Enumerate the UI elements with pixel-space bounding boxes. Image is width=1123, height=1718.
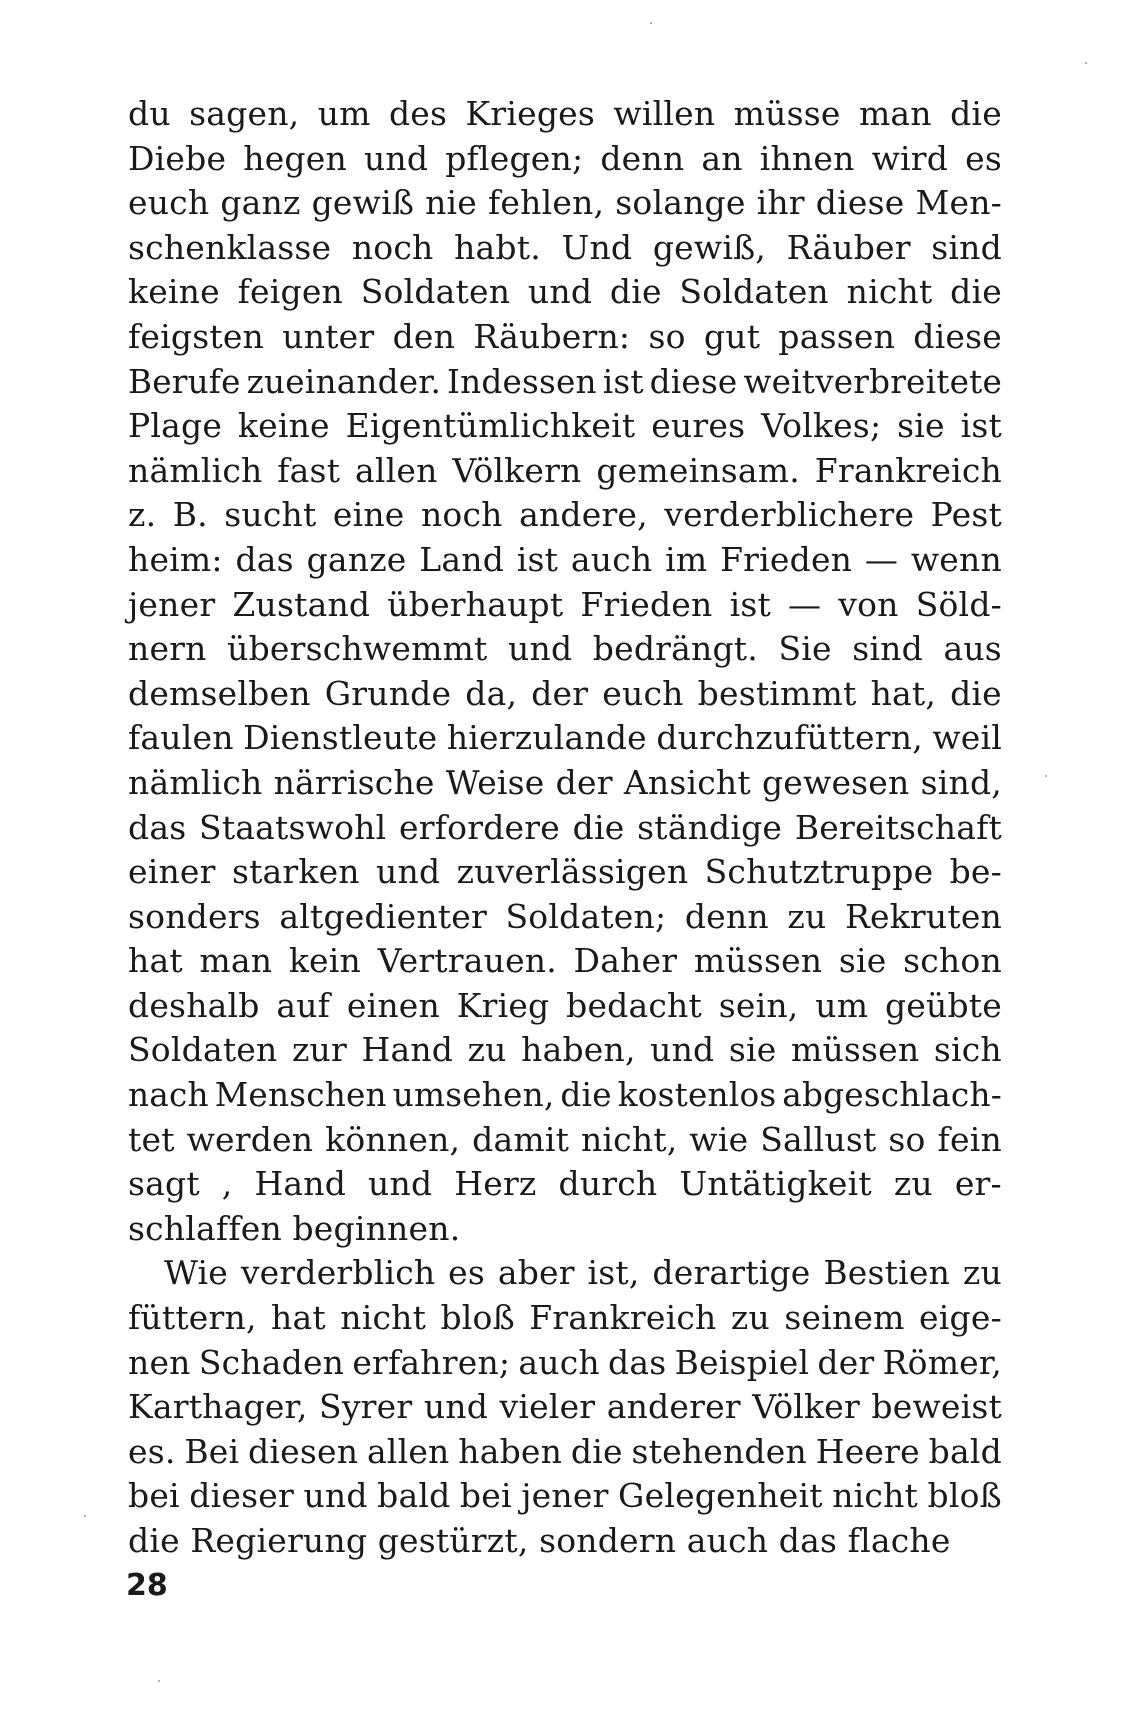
text-line: jener Zustand überhaupt Frieden ist — von Söld- (128, 584, 1002, 624)
text-line: euch ganz gewiß nie fehlen, solange ihr diese Men- (128, 183, 1002, 223)
text-line: nämlich fast allen Völkern gemeinsam. Frankreich (128, 450, 1002, 490)
body-text (128, 92, 1002, 1564)
text-line: Berufe zueinander. Indessen ist diese weitverbreitete (128, 362, 1002, 401)
text-line: Karthager, Syrer und vieler anderer Völker beweist (128, 1387, 1002, 1427)
text-line: Diebe hegen und pflegen; denn an ihnen wird es (128, 138, 1002, 178)
text-line: tet werden können, damit nicht, wie Sallust so fein (128, 1119, 1002, 1159)
text-line: du sagen, um des Krieges willen müsse man die (128, 94, 1002, 133)
text-line: die Regierung gestürzt, sondern auch das flache (128, 1521, 951, 1560)
text-line: es. Bei diesen allen haben die stehenden Heere bald (128, 1431, 1002, 1471)
text-line: Soldaten zur Hand zu haben, und sie müssen sich (128, 1030, 1002, 1070)
text-line: das Staatswohl erfordere die ständige Bereitschaft (128, 807, 1002, 847)
text-line: Wie verderblich es aber ist, derartige Bestien zu (164, 1253, 1002, 1293)
text-line: sagt , Hand und Herz durch Untätigkeit zu er- (128, 1164, 1002, 1204)
text-line: einer starken und zuverlässigen Schutztruppe be- (128, 852, 1002, 892)
text-line: heim: das ganze Land ist auch im Frieden — wenn (128, 539, 1002, 579)
text-line: z. B. sucht eine noch andere, verderblichere Pest (128, 495, 1002, 535)
text-line: füttern, hat nicht bloß Frankreich zu seinem eige- (128, 1298, 1002, 1338)
text-line: bei dieser und bald bei jener Gelegenheit nicht bloß (128, 1476, 1002, 1516)
paper-speck (1045, 775, 1047, 777)
text-line: Plage keine Eigentümlichkeit eures Volkes; sie ist (128, 406, 1002, 446)
text-line: nämlich närrische Weise der Ansicht gewesen sind, (128, 762, 1002, 802)
text-line: feigsten unter den Räubern: so gut passen diese (128, 316, 1002, 356)
text-line: keine feigen Soldaten und die Soldaten nicht die (128, 272, 1002, 312)
text-line: faulen Dienstleute hierzulande durchzufüttern, weil (128, 718, 1002, 758)
paper-speck (650, 22, 652, 24)
text-line: deshalb auf einen Krieg bedacht sein, um geübte (128, 985, 1002, 1025)
page-number: 28 (126, 1568, 168, 1603)
text-line: schlaffen beginnen. (128, 1208, 461, 1248)
paper-speck (158, 1680, 160, 1682)
text-line: schenklasse noch habt. Und gewiß, Räuber sind (128, 227, 1002, 267)
text-line: nach Menschen umsehen, die kostenlos abgeschlach- (128, 1076, 1002, 1115)
text-line: demselben Grunde da, der euch bestimmt hat, die (128, 673, 1002, 713)
paper-speck (84, 1515, 86, 1517)
text-line: nen Schaden erfahren; auch das Beispiel der Römer, (128, 1342, 1002, 1382)
text-line: hat man kein Vertrauen. Daher müssen sie schon (128, 941, 1002, 981)
text-line: nern überschwemmt und bedrängt. Sie sind aus (128, 629, 1002, 669)
paper-speck (1085, 62, 1087, 64)
text-line: sonders altgedienter Soldaten; denn zu Rekruten (128, 896, 1002, 936)
